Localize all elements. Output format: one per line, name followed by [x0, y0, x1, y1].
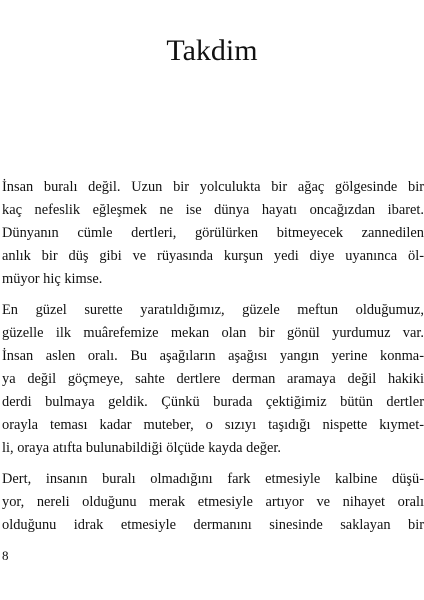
text-line: ya değil göçmeye, sahte dertlere derman aramaya değil hakiki [2, 371, 424, 387]
text-line: anlık bir düş gibi ve rüyasında kurşun yedi diye uyanınca öl- [2, 248, 424, 264]
chapter-title: Takdim [166, 34, 258, 67]
body-text [2, 176, 424, 545]
text-line: Dünyanın cümle dertleri, görülürken bitmeyecek zannedilen [2, 225, 424, 241]
text-line: olduğunu idrak etmesiyle dermanını sinesinde saklayan bir [2, 517, 424, 533]
text-line: orayla teması kadar muteber, o sızıyı taşıdığı nispette kıymet- [2, 417, 424, 433]
paragraph-1 [2, 176, 424, 291]
paragraph-3 [2, 468, 424, 537]
text-line: Dert, insanın buralı olmadığını fark etmesiyle kalbine düşü- [2, 471, 424, 487]
text-line: En güzel surette yaratıldığımız, güzele meftun olduğumuz, [2, 302, 424, 318]
text-line: derdi bulmaya geldik. Çünkü burada çektiğimiz bütün dertler [2, 394, 424, 410]
page-number: 8 [2, 548, 9, 563]
text-line: kaç nefeslik eğleşmek ne ise dünya hayatı oncağızdan ibaret. [2, 202, 424, 218]
text-line: yor, nereli olduğunu merak etmesiyle artıyor ve nihayet oralı [2, 494, 424, 510]
text-line: li, oraya atıfta bulunabildiği ölçüde kayda değer. [2, 440, 281, 456]
paragraph-2 [2, 299, 424, 460]
text-line: güzelle ilk muârefemize mekan olan bir gönül yurdumuz var. [2, 325, 424, 341]
text-line: İnsan buralı değil. Uzun bir yolculukta bir ağaç gölgesinde bir [2, 179, 424, 195]
text-line: müyor hiç kimse. [2, 271, 103, 287]
text-line: İnsan aslen oralı. Bu aşağıların aşağısı yangın yerine konma- [2, 348, 424, 364]
